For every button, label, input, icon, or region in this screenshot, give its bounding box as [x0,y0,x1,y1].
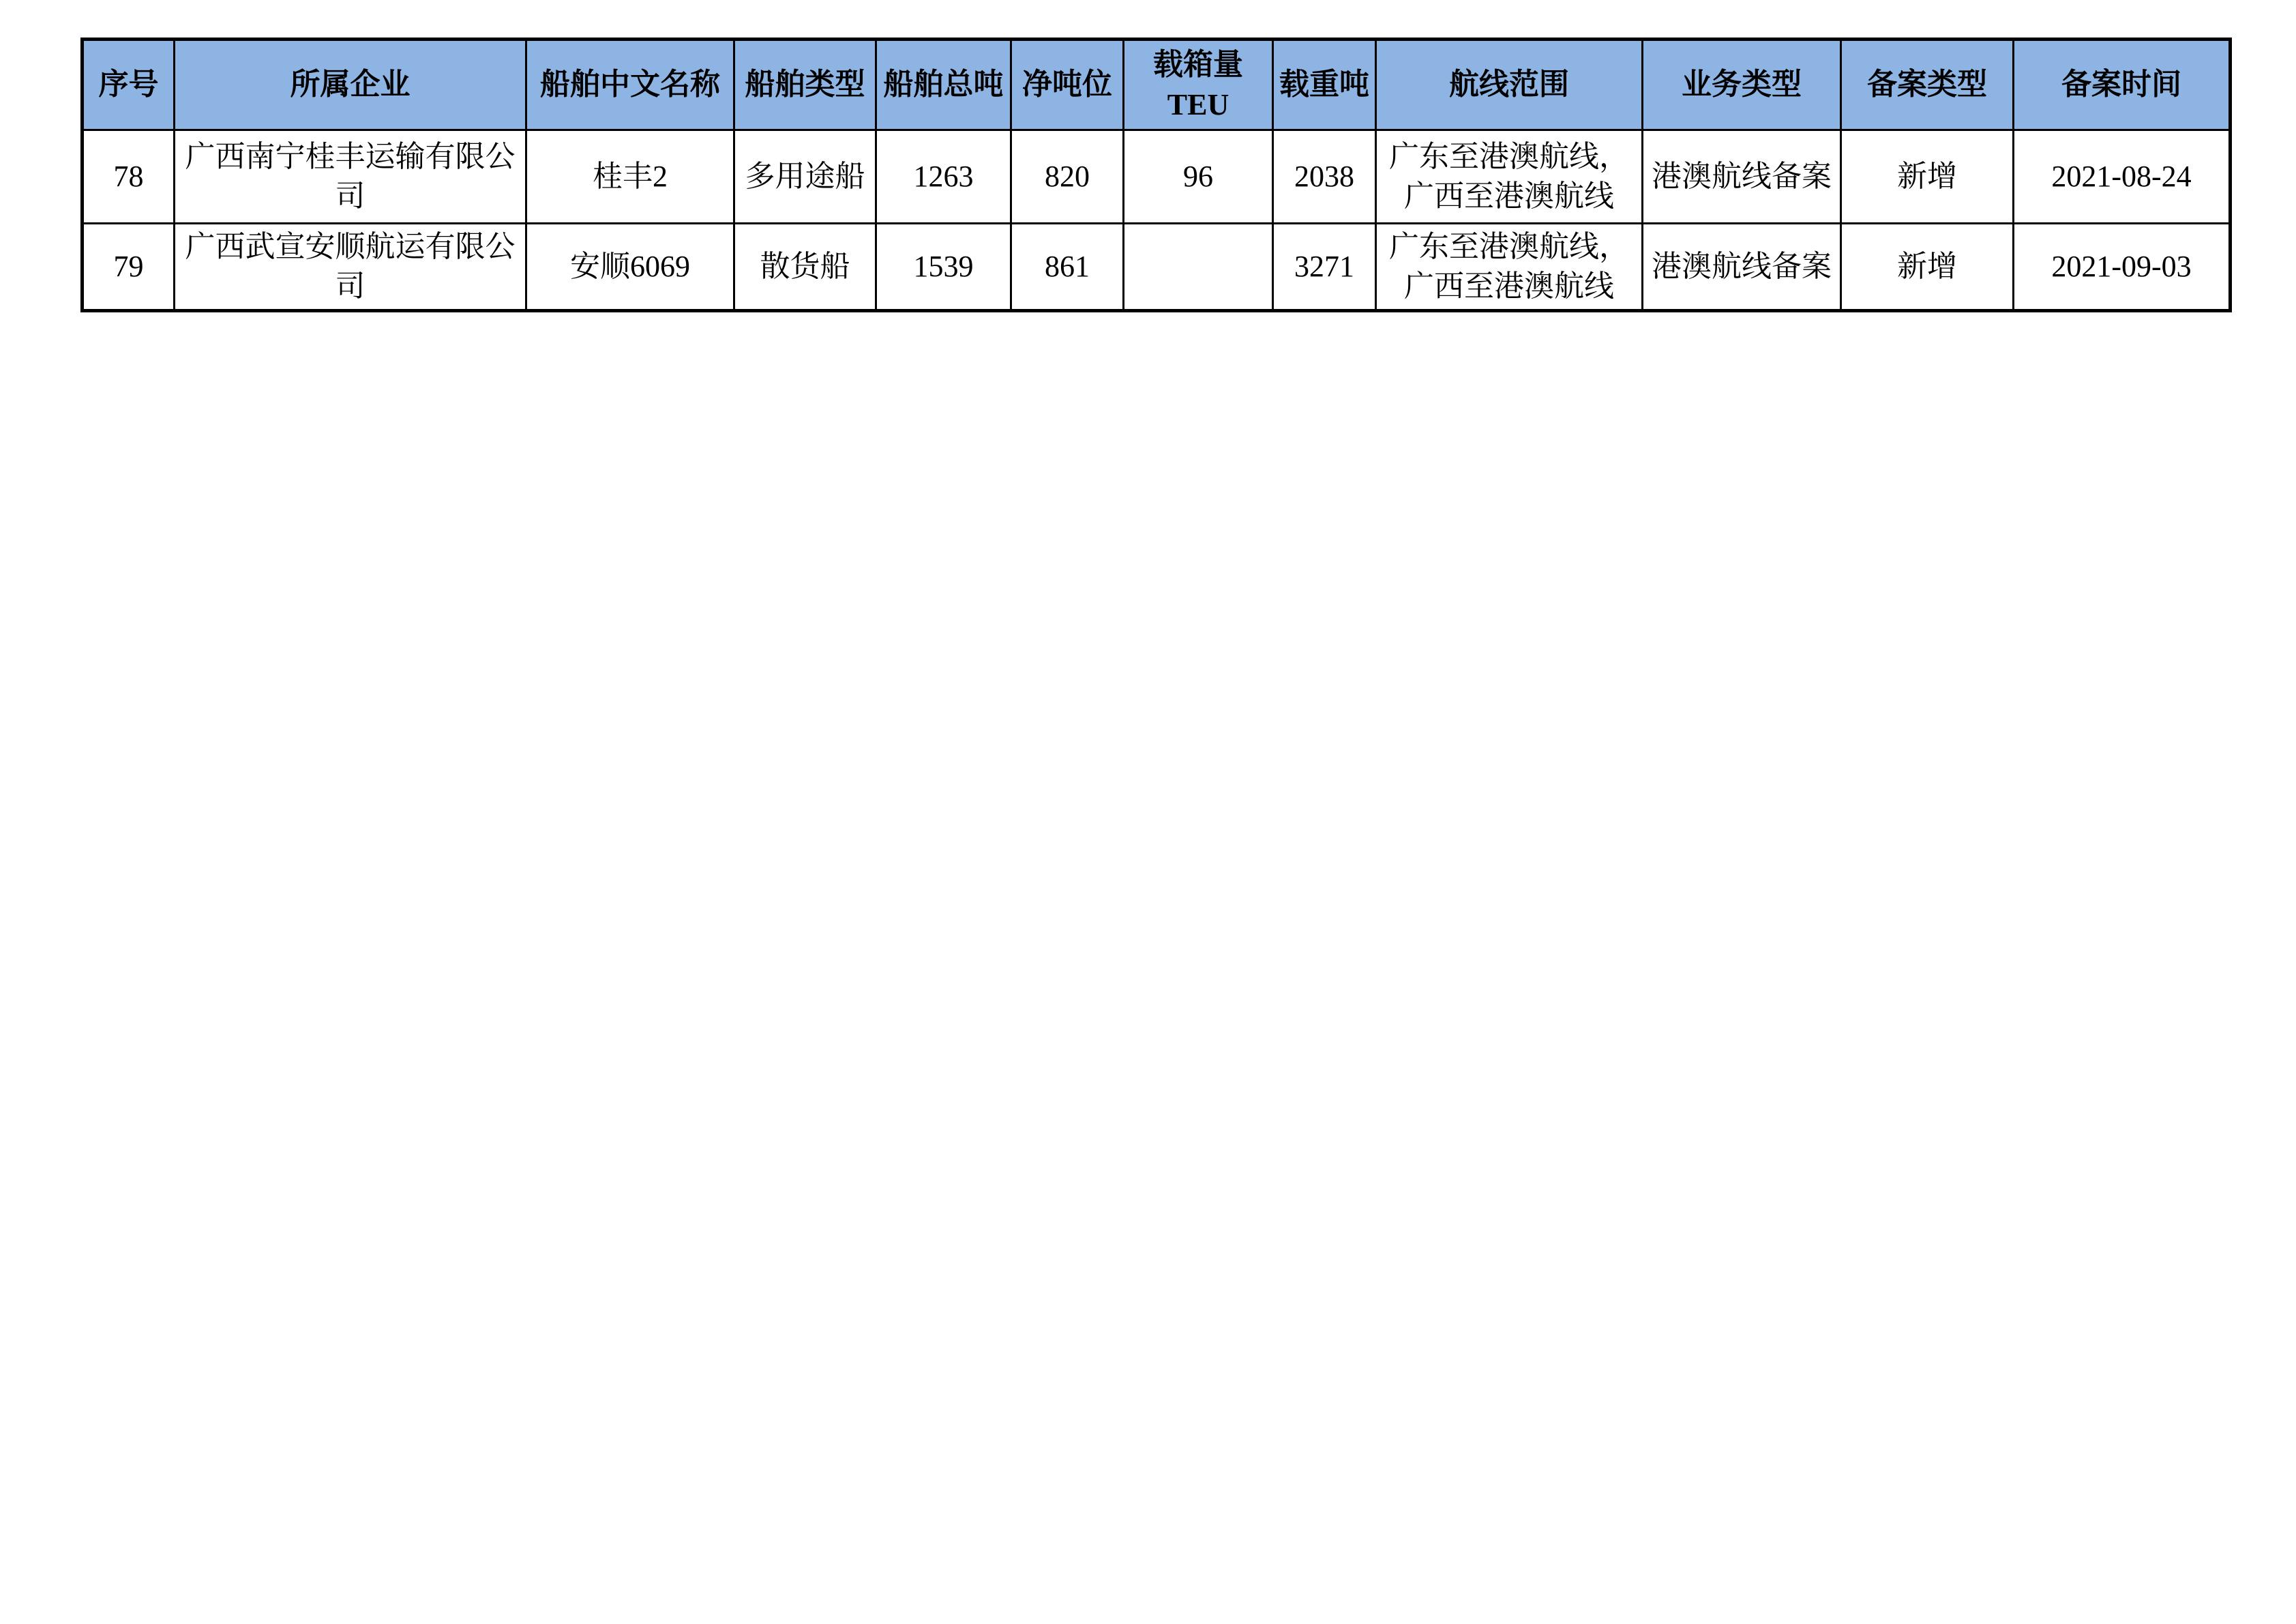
col-header-deadweight: 载重吨 [1273,40,1376,130]
col-header-company: 所属企业 [175,40,526,130]
col-header-filing-type: 备案类型 [1841,40,2014,130]
table-row [83,130,2231,224]
cell-business-type: 港澳航线备案 [1643,130,1841,224]
cell-business-type: 港澳航线备案 [1643,224,1841,311]
cell-net-tonnage: 820 [1011,130,1124,224]
cell-deadweight: 2038 [1273,130,1376,224]
table-header-row [83,40,2231,130]
cell-ship-name: 桂丰2 [526,130,734,224]
cell-gross-tonnage: 1539 [876,224,1011,311]
col-header-route-scope: 航线范围 [1376,40,1643,130]
cell-company: 广西南宁桂丰运输有限公司 [175,130,526,224]
cell-ship-name: 安顺6069 [526,224,734,311]
col-header-net-tonnage: 净吨位 [1011,40,1124,130]
cell-filing-type: 新增 [1841,130,2014,224]
cell-ship-type: 多用途船 [734,130,876,224]
cell-filing-type: 新增 [1841,224,2014,311]
cell-serial: 79 [83,224,175,311]
cell-filing-date: 2021-09-03 [2014,224,2231,311]
cell-company: 广西武宣安顺航运有限公司 [175,224,526,311]
cell-deadweight: 3271 [1273,224,1376,311]
cell-serial: 78 [83,130,175,224]
cell-route-scope: 广东至港澳航线，广西至港澳航线 [1376,224,1643,311]
col-header-ship-name: 船舶中文名称 [526,40,734,130]
col-header-business-type: 业务类型 [1643,40,1841,130]
col-header-ship-type: 船舶类型 [734,40,876,130]
cell-filing-date: 2021-08-24 [2014,130,2231,224]
cell-teu-capacity: 96 [1124,130,1273,224]
ship-filing-table [80,38,2232,312]
cell-net-tonnage: 861 [1011,224,1124,311]
cell-route-scope: 广东至港澳航线，广西至港澳航线 [1376,130,1643,224]
cell-teu-capacity [1124,224,1273,311]
table-row [83,224,2231,311]
col-header-teu-capacity: 载箱量TEU [1124,40,1273,130]
col-header-filing-date: 备案时间 [2014,40,2231,130]
cell-ship-type: 散货船 [734,224,876,311]
col-header-serial: 序号 [83,40,175,130]
cell-gross-tonnage: 1263 [876,130,1011,224]
col-header-gross-tonnage: 船舶总吨 [876,40,1011,130]
